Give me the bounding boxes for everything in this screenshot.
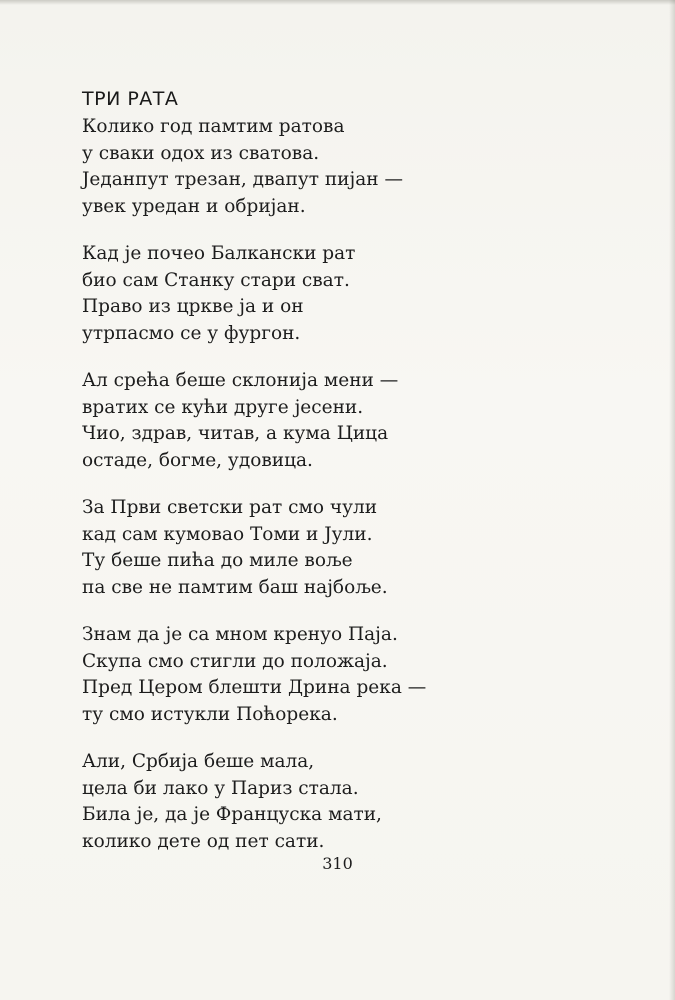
poem-line: Једанпут трезан, двапут пијан — — [82, 169, 403, 190]
poem-line: био сам Станку стари сват. — [82, 269, 350, 291]
poem-line: ту смо истукли Поћорека. — [82, 703, 338, 725]
poem-line: За Први светски рат смо чули — [82, 497, 378, 518]
poem-line: колико дете од пет сати. — [82, 830, 325, 852]
poem-line: Ал срећа беше склонија мени — — [82, 370, 399, 391]
poem-line: Чио, здрав, читав, а кума Цица — [82, 423, 389, 444]
poem — [82, 86, 602, 876]
poem-line: у сваки одох из сватова. — [82, 142, 320, 164]
poem-line: утрпасмо се у фургон. — [82, 322, 301, 344]
poem-line: вратих се кући друге јесени. — [82, 396, 364, 418]
stanza-4 — [82, 495, 602, 601]
poem-line: цела би лако у Париз стала. — [82, 777, 359, 799]
poem-line: Знам да је са мном кренуо Паја. — [82, 624, 398, 645]
poem-line: Кад је почео Балкански рат — [82, 243, 356, 264]
stanza-3 — [82, 368, 602, 474]
stanza-2 — [82, 241, 602, 347]
page-right-shadow — [669, 0, 675, 1000]
poem-line: Колико год памтим ратова — [82, 116, 345, 137]
poem-line: па све не памтим баш најбоље. — [82, 576, 388, 598]
poem-line: кад сам кумовао Томи и Јули. — [82, 523, 373, 545]
poem-title: ТРИ РАТА — [82, 88, 179, 110]
poem-line: остаде, богме, удовица. — [82, 449, 313, 471]
poem-line: Пред Цером блешти Дрина река — — [82, 677, 427, 698]
page-number: 310 — [322, 854, 353, 873]
poem-line: Право из цркве ја и он — [82, 296, 304, 317]
page-top-shadow — [0, 0, 675, 5]
stanza-1 — [82, 114, 602, 220]
stanza-6 — [82, 749, 602, 855]
stanza-5 — [82, 622, 602, 728]
poem-line: Али, Србија беше мала, — [82, 751, 315, 772]
poem-line: Скупа смо стигли до положаја. — [82, 650, 388, 672]
poem-line: увек уредан и обријан. — [82, 195, 306, 217]
poem-line: Била је, да је Француска мати, — [82, 804, 382, 825]
poem-line: Ту беше пића до миле воље — [82, 550, 353, 571]
